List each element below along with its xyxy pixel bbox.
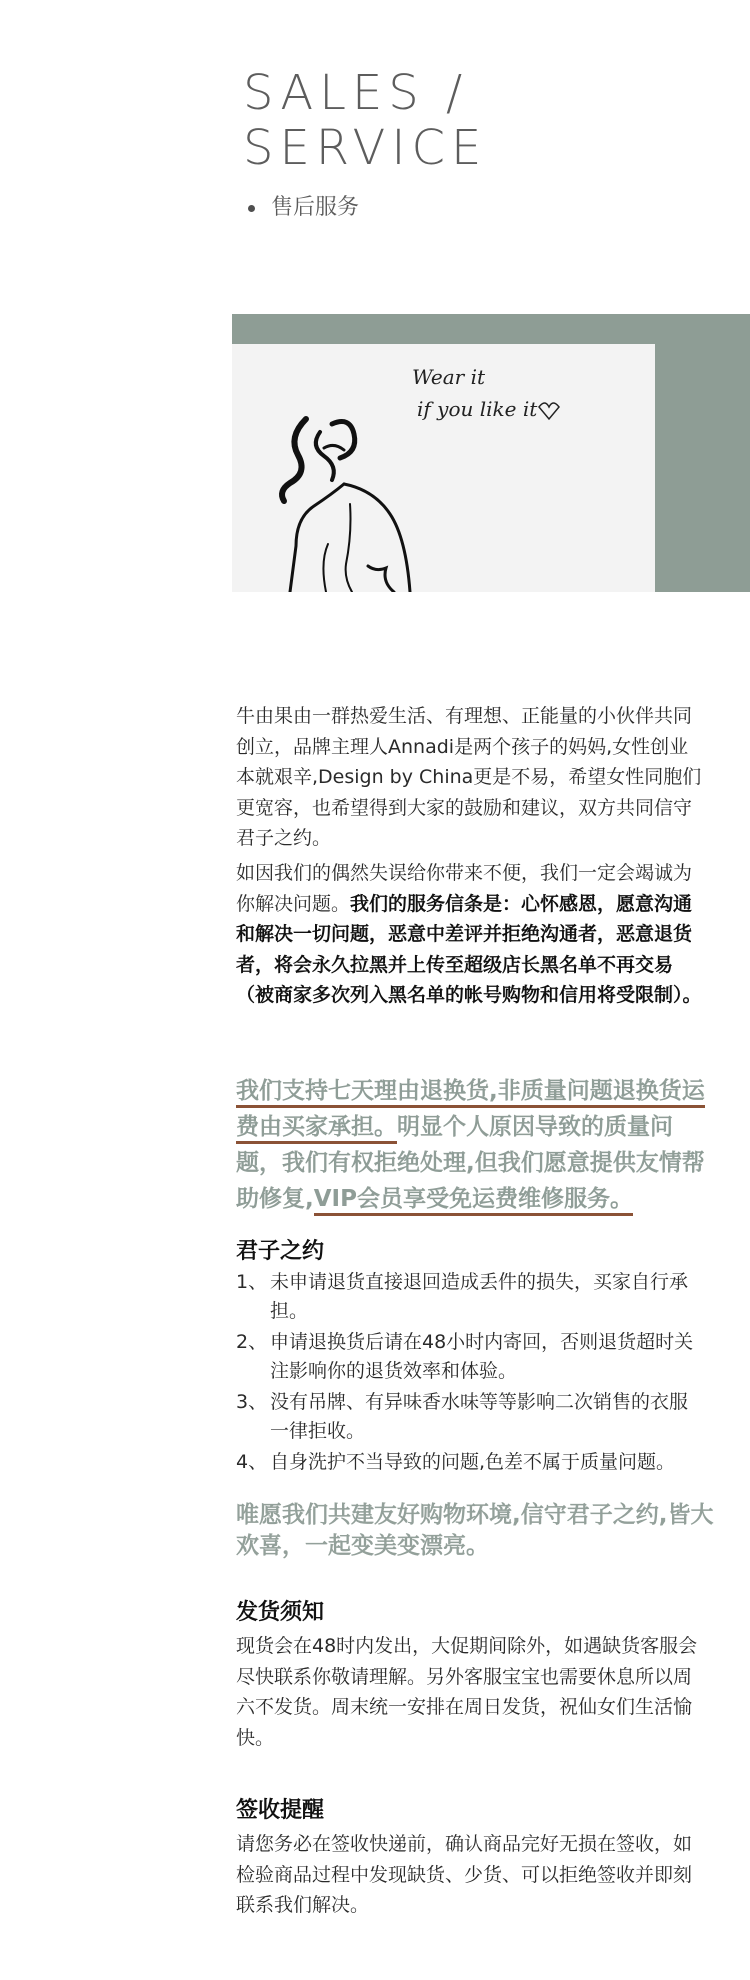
agreement-heading: 君子之约 <box>236 1239 325 1264</box>
list-item <box>236 1448 706 1477</box>
list-text: 自身洗护不当导致的问题,色差不属于质量问题。 <box>270 1451 676 1473</box>
receipt-heading: 签收提醒 <box>236 1798 325 1823</box>
handwriting-line-2: if you like it <box>417 397 538 421</box>
page-title <box>243 66 663 176</box>
bullet-dot-icon <box>248 205 255 212</box>
shipping-paragraph: 现货会在48时内发出，大促期间除外，如遇缺货客服会尽快联系你敬请理解。另外客服宝宝也需要休息所以周六不发货。周末统一安排在周日发货，祝仙女们生活愉快。 <box>236 1635 698 1749</box>
fashion-sketch-illustration <box>232 344 655 592</box>
list-number: 3、 <box>236 1391 268 1413</box>
service-paragraph <box>236 858 706 1011</box>
list-item <box>236 1328 706 1386</box>
shipping-heading: 发货须知 <box>236 1600 325 1625</box>
receipt-paragraph: 请您务必在签收快递前，确认商品完好无损在签收，如检验商品过程中发现缺货、少货、可以拒绝签收并即刻联系我们解决。 <box>236 1833 693 1916</box>
sketch-paper <box>232 344 655 592</box>
title-line-1: SALES / <box>243 65 469 121</box>
intro-paragraph: 牛由果由一群热爱生活、有理想、正能量的小伙伴共同创立，品牌主理人Annadi是两个孩子的妈妈,女性创业本就艰辛,Design by China更是不易，希望女性同胞们更宽容，也希望得到大家的鼓励和建议，双方共同信守君子之约。 <box>236 705 702 849</box>
policy-plain: 明显个人原因导致的质量问题，我们有权拒绝处理,但我们愿意提供友情帮助修复, <box>236 1114 705 1212</box>
hero-image <box>232 314 750 592</box>
heart-doodle-icon <box>539 403 559 419</box>
return-policy-highlight <box>236 1073 714 1217</box>
list-text: 没有吊牌、有异味香水味等等影响二次销售的衣服一律拒收。 <box>270 1391 689 1442</box>
figure-lines <box>282 419 410 592</box>
handwriting-line-1: Wear it <box>412 365 486 389</box>
list-number: 2、 <box>236 1331 268 1353</box>
agreement-list <box>236 1268 706 1479</box>
wish-statement: 唯愿我们共建友好购物环境,信守君子之约,皆大欢喜，一起变美变漂亮。 <box>236 1502 714 1559</box>
page-subtitle <box>248 190 359 221</box>
service-lead: 如因我们的偶然失误给你带来不便，我们一定会竭诚为你解决问题。 <box>236 862 693 915</box>
list-item <box>236 1388 706 1446</box>
service-creed: 我们的服务信条是：心怀感恩，愿意沟通和解决一切问题，恶意中差评并拒绝沟通者，恶意退货者，将会永久拉黑并上传至超级店长黑名单不再交易（被商家多次列入黑名单的帐号购物和信用将受限制）。 <box>236 892 702 1006</box>
policy-underlined-1: 我们支持七天理由退换货,非质量问题退换货运费由买家承担。 <box>236 1078 705 1144</box>
list-text: 申请退换货后请在48小时内寄回，否则退货超时关注影响你的退货效率和体验。 <box>270 1331 694 1382</box>
list-number: 1、 <box>236 1271 268 1293</box>
policy-underlined-2: VIP会员享受免运费维修服务。 <box>314 1186 633 1216</box>
list-number: 4、 <box>236 1451 268 1473</box>
list-item <box>236 1268 706 1326</box>
subtitle-text: 售后服务 <box>271 195 360 220</box>
list-text: 未申请退货直接退回造成丢件的损失，买家自行承担。 <box>270 1271 689 1322</box>
title-line-2: SERVICE <box>243 120 488 176</box>
